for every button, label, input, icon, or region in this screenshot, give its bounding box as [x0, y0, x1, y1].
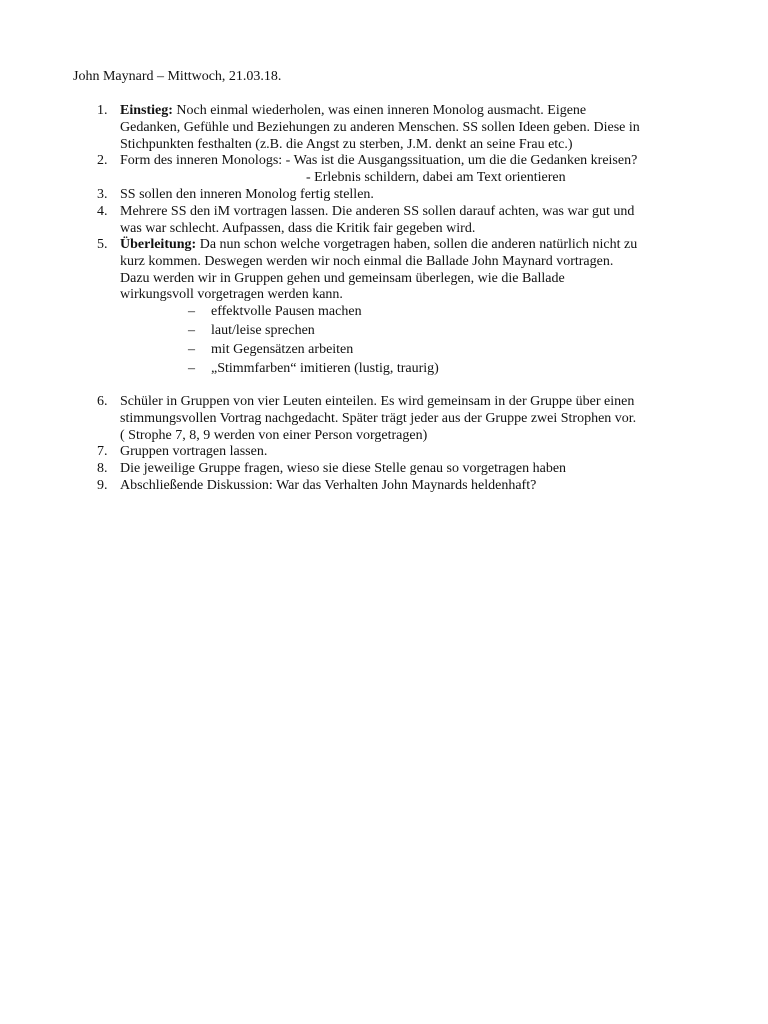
item-line: Stichpunkten festhalten (z.B. die Angst zu sterben, J.M. denkt an seine Frau etc.): [120, 136, 573, 152]
item-line: wirkungsvoll vorgetragen werden kann.: [120, 287, 343, 303]
item-line: Dazu werden wir in Gruppen gehen und gemeinsam überlegen, wie die Ballade: [120, 270, 565, 286]
item-keyword: Einstieg:: [120, 103, 173, 118]
item-text: [120, 394, 720, 444]
item-line-text: Da nun schon welche vorgetragen haben, sollen die anderen natürlich nicht zu: [196, 237, 638, 252]
item-line: kurz kommen. Deswegen werden wir noch einmal die Ballade John Maynard vortragen.: [120, 253, 614, 269]
dash-bullet: –: [188, 342, 195, 357]
item-line: Gedanken, Gefühle und Beziehungen zu anderen Menschen. SS sollen Ideen geben. Diese in: [120, 119, 640, 135]
item-text: [120, 187, 720, 204]
item-number: 5.: [97, 237, 108, 252]
item-line: ( Strophe 7, 8, 9 werden von einer Person vorgetragen): [120, 427, 428, 443]
dash-bullet: –: [188, 304, 195, 319]
item-number: 6.: [97, 394, 108, 409]
dash-bullet: –: [188, 361, 195, 376]
item-keyword: Überleitung:: [120, 237, 197, 252]
item-text: [120, 103, 720, 153]
item-number: 2.: [97, 153, 108, 168]
item-line: Form des inneren Monologs: - Was ist die Ausgangssituation, um die die Gedanken kreisen?: [120, 153, 638, 168]
item-line: SS sollen den inneren Monolog fertig stellen.: [120, 187, 374, 202]
item-line: Gruppen vortragen lassen.: [120, 444, 268, 459]
item-text: [120, 153, 720, 170]
item-line: [120, 237, 720, 254]
bullet-item: mit Gegensätzen arbeiten: [211, 342, 354, 357]
item-line: was war schlecht. Aufpassen, dass die Kritik fair gegeben wird.: [120, 220, 476, 236]
item-number: 9.: [97, 478, 108, 493]
document-title: John Maynard – Mittwoch, 21.03.18.: [73, 69, 282, 84]
item-line: stimmungsvollen Vortrag nachgedacht. Später trägt jeder aus der Gruppe zwei Strophen vor.: [120, 410, 637, 426]
item-continuation-line: - Erlebnis schildern, dabei am Text orientieren: [306, 170, 566, 185]
item-number: 8.: [97, 461, 108, 476]
item-text: [120, 444, 720, 461]
item-number: 1.: [97, 103, 108, 118]
item-line: Mehrere SS den iM vortragen lassen. Die anderen SS sollen darauf achten, was war gut und: [120, 204, 635, 219]
bullet-item: laut/leise sprechen: [211, 323, 315, 338]
item-text: [120, 461, 720, 478]
item-number: 4.: [97, 204, 108, 219]
dash-bullet: –: [188, 323, 195, 338]
item-number: 3.: [97, 187, 108, 202]
item-text: [120, 478, 720, 495]
bullet-item: „Stimmfarben“ imitieren (lustig, traurig): [211, 361, 439, 376]
item-text: [120, 204, 720, 238]
item-text: [120, 237, 720, 304]
item-number: 7.: [97, 444, 108, 459]
bullet-item: effektvolle Pausen machen: [211, 304, 362, 319]
item-line-text: Noch einmal wiederholen, was einen inneren Monolog ausmacht. Eigene: [172, 103, 587, 118]
item-line: [120, 103, 720, 120]
item-line: Schüler in Gruppen von vier Leuten einteilen. Es wird gemeinsam in der Gruppe über einen: [120, 394, 635, 409]
item-line: Abschließende Diskussion: War das Verhalten John Maynards heldenhaft?: [120, 478, 537, 493]
item-line: Die jeweilige Gruppe fragen, wieso sie diese Stelle genau so vorgetragen haben: [120, 461, 567, 476]
